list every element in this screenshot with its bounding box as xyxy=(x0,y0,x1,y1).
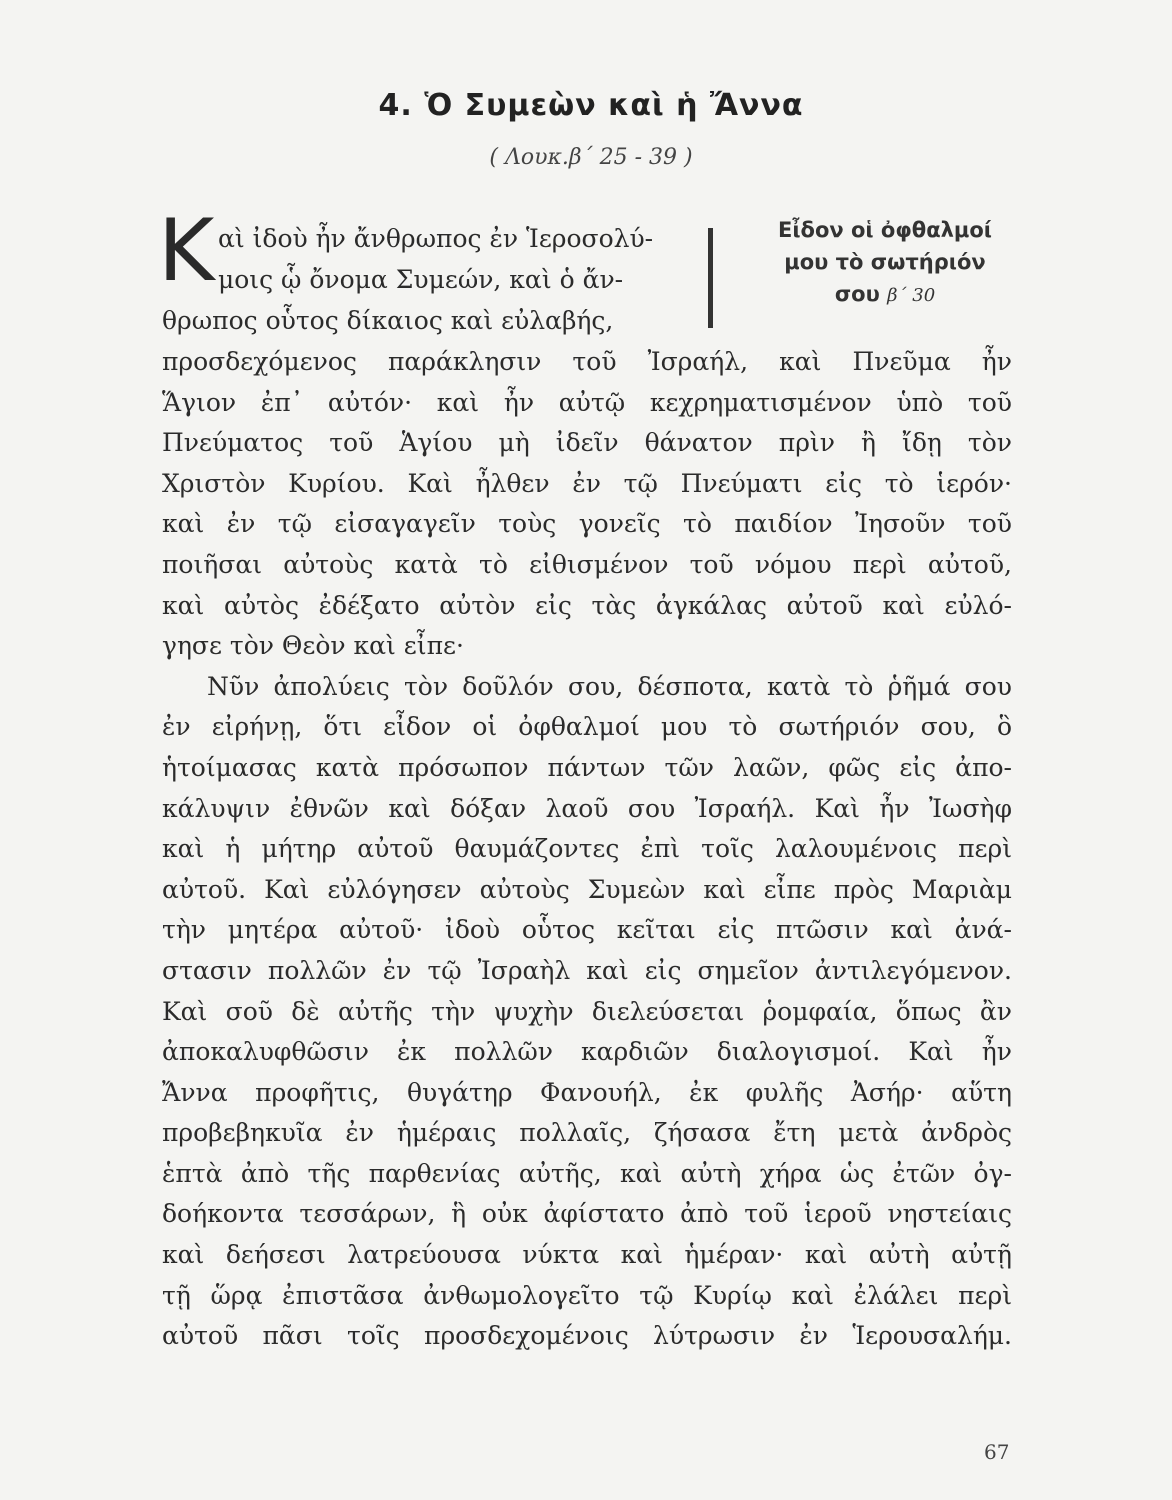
sidebar-quote-line-3 xyxy=(740,278,1030,312)
body-line: καὶ αὐτὸς ἐδέξατο αὐτὸν εἰς τὰς ἀγκάλας αὐτοῦ καὶ εὐλό- xyxy=(162,590,1012,620)
body-line: Νῦν ἀπολύεις τὸν δοῦλόν σου, δέσποτα, κατὰ τὸ ῥῆμά σου xyxy=(207,671,1012,701)
body-line: τῇ ὥρᾳ ἐπιστᾶσα ἀνθωμολογεῖτο τῷ Κυρίῳ καὶ ἐλάλει περὶ xyxy=(162,1280,1012,1310)
body-line: γησε τὸν Θεὸν καὶ εἶπε· xyxy=(162,631,464,661)
body-line: ἀποκαλυφθῶσιν ἐκ πολλῶν καρδιῶν διαλογισμοί. Καὶ ἦν xyxy=(162,1037,1012,1067)
body-line: κάλυψιν ἐθνῶν καὶ δόξαν λαοῦ σου Ἰσραήλ. Καὶ ἦν Ἰωσὴφ xyxy=(162,793,1012,823)
sidebar-rule xyxy=(708,228,713,328)
sidebar-quote-line: μου τὸ σωτήριόν xyxy=(784,250,986,274)
drop-cap: Κ xyxy=(158,201,215,301)
sidebar-quote-reference: β΄ 30 xyxy=(887,285,936,306)
body-line: Ἄννα προφῆτις, θυγάτηρ Φανουήλ, ἐκ φυλῆς Ἀσήρ· αὕτη xyxy=(162,1077,1012,1107)
intro-paragraph xyxy=(162,218,702,341)
sidebar-quote xyxy=(740,214,1030,312)
body-line: προβεβηκυῖα ἐν ἡμέραις πολλαῖς, ζήσασα ἔτη μετὰ ἀνδρὸς xyxy=(162,1118,1012,1148)
body-line: δοήκοντα τεσσάρων, ἣ οὐκ ἀφίστατο ἀπὸ τοῦ ἱεροῦ νηστείαις xyxy=(162,1199,1012,1229)
body-line: αὐτοῦ. Καὶ εὐλόγησεν αὐτοὺς Συμεὼν καὶ εἶπε πρὸς Μαριὰμ xyxy=(162,874,1012,904)
intro-line: μοις ᾧ ὄνομα Συμεών, καὶ ὁ ἄν- xyxy=(218,265,624,294)
body-line: αὐτοῦ πᾶσι τοῖς προσδεχομένοις λύτρωσιν ἐν Ἱερουσαλήμ. xyxy=(162,1321,1012,1351)
body-line: ἐν εἰρήνῃ, ὅτι εἶδον οἱ ὀφθαλμοί μου τὸ σωτήριόν σου, ὃ xyxy=(162,712,1012,742)
page-number: 67 xyxy=(984,1440,1010,1464)
sidebar-quote-line: Εἶδον οἱ ὀφθαλμοί xyxy=(778,218,992,242)
body-text xyxy=(162,342,1012,1357)
body-line: καὶ ἐν τῷ εἰσαγαγεῖν τοὺς γονεῖς τὸ παιδίον Ἰησοῦν τοῦ xyxy=(162,509,1012,539)
body-line: Πνεύματος τοῦ Ἁγίου μὴ ἰδεῖν θάνατον πρὶν ἢ ἴδῃ τὸν xyxy=(162,428,1012,458)
scripture-reference: ( Λουκ.β΄ 25 - 39 ) xyxy=(489,145,693,170)
sidebar-quote-word: σου xyxy=(834,282,880,306)
body-line: ἡτοίμασας κατὰ πρόσωπον πάντων τῶν λαῶν, φῶς εἰς ἀπο- xyxy=(162,752,1012,782)
body-line: καὶ δεήσεσι λατρεύουσα νύκτα καὶ ἡμέραν· καὶ αὐτὴ αὐτῇ xyxy=(162,1240,1012,1270)
intro-line: θρωπος οὗτος δίκαιος καὶ εὐλαβής, xyxy=(162,306,614,335)
body-line: στασιν πολλῶν ἐν τῷ Ἰσραὴλ καὶ εἰς σημεῖον ἀντιλεγόμενον. xyxy=(162,955,1012,985)
body-line: ποιῆσαι αὐτοὺς κατὰ τὸ εἰθισμένον τοῦ νόμου περὶ αὐτοῦ, xyxy=(162,549,1012,579)
intro-line: αὶ ἰδοὺ ἦν ἄνθρωπος ἐν Ἱεροσολύ- xyxy=(218,224,654,253)
body-line: ἑπτὰ ἀπὸ τῆς παρθενίας αὐτῆς, καὶ αὐτὴ χήρα ὡς ἐτῶν ὀγ- xyxy=(162,1158,1012,1188)
body-line: Καὶ σοῦ δὲ αὐτῆς τὴν ψυχὴν διελεύσεται ῥομφαία, ὅπως ἂν xyxy=(162,996,1012,1026)
body-line: Χριστὸν Κυρίου. Καὶ ἦλθεν ἐν τῷ Πνεύματι εἰς τὸ ἱερόν· xyxy=(162,468,1012,498)
body-line: Ἅγιον ἐπ᾽ αὐτόν· καὶ ἦν αὐτῷ κεχρηματισμένον ὑπὸ τοῦ xyxy=(162,387,1012,417)
body-line: προσδεχόμενος παράκλησιν τοῦ Ἰσραήλ, καὶ Πνεῦμα ἦν xyxy=(162,347,1012,376)
body-line: καὶ ἡ μήτηρ αὐτοῦ θαυμάζοντες ἐπὶ τοῖς λαλουμένοις περὶ xyxy=(162,834,1012,864)
body-line: τὴν μητέρα αὐτοῦ· ἰδοὺ οὗτος κεῖται εἰς πτῶσιν καὶ ἀνά- xyxy=(162,915,1012,945)
chapter-title: 4. Ὁ Συμεὼν καὶ ἡ Ἄννα xyxy=(378,88,804,123)
